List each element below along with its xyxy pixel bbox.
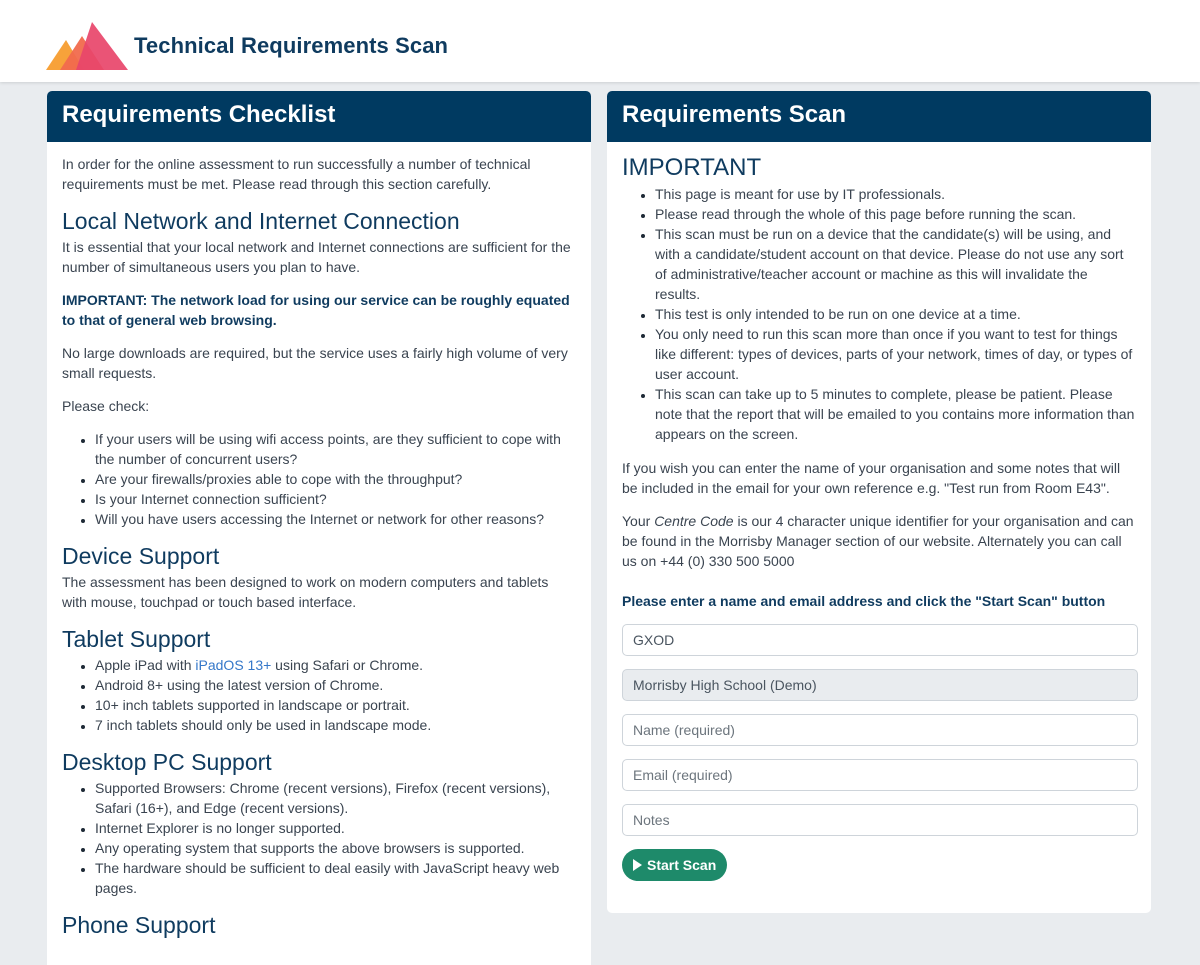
requirements-scan-card <box>607 91 1151 913</box>
phone-support-heading: Phone Support <box>62 912 216 938</box>
list-item: • You only need to run this scan more than once if you want to test for things like different: types of devices, parts of your network, times of day, or types of user account. <box>655 324 1136 384</box>
top-bar <box>0 0 1200 82</box>
centre-code-note: Your Centre Code is our 4 character unique identifier for your organisation and can be found in the Morrisby Manager section of our website. Alternately you can call us on +44 (0) 330 500 5000 <box>622 513 1134 569</box>
network-important: IMPORTANT: The network load for using our service can be roughly equated to that of general web browsing. <box>62 292 570 328</box>
requirements-checklist-card <box>47 91 591 965</box>
start-scan-label: Start Scan <box>647 857 717 873</box>
network-heading: Local Network and Internet Connection <box>62 208 460 234</box>
scan-body <box>607 142 1151 881</box>
list-item: • Is your Internet connection sufficient? <box>95 489 576 509</box>
list-item: • This scan must be run on a device that the candidate(s) will be using, and with a candidate/student account on that device. Please do not use any sort of administrative/teacher account or machine as this will invalidate the results. <box>655 224 1136 304</box>
list-item: • This scan can take up to 5 minutes to complete, please be patient. Please note that the report that will be emailed to you contains more information than appears on the screen. <box>655 384 1136 444</box>
list-item: • Any operating system that supports the above browsers is supported. <box>95 838 576 858</box>
list-item: • Supported Browsers: Chrome (recent versions), Firefox (recent versions), Safari (16+), and Edge (recent versions). <box>95 778 576 818</box>
app-logo <box>46 22 128 70</box>
checklist-body <box>47 142 591 939</box>
tablet-support-list <box>62 655 576 735</box>
organisation-note: If you wish you can enter the name of your organisation and some notes that will be included in the email for your own reference e.g. "Test run from Room E43". <box>622 460 1121 496</box>
checklist-intro: In order for the online assessment to run successfully a number of technical requirements must be met. Please read through this section carefully. <box>62 156 531 192</box>
list-item: • Are your firewalls/proxies able to cope with the throughput? <box>95 469 576 489</box>
list-item: • Will you have users accessing the Internet or network for other reasons? <box>95 509 576 529</box>
list-item: • Internet Explorer is no longer supported. <box>95 818 576 838</box>
device-support-heading: Device Support <box>62 543 220 569</box>
important-list <box>622 184 1136 444</box>
centre-code-input[interactable] <box>622 624 1138 656</box>
list-item: • 7 inch tablets should only be used in landscape mode. <box>95 715 576 735</box>
start-scan-button[interactable] <box>622 849 727 881</box>
important-heading: IMPORTANT <box>622 154 762 181</box>
list-item: • If your users will be using wifi access points, are they sufficient to cope with the number of concurrent users? <box>95 429 576 469</box>
device-support-text: The assessment has been designed to work on modern computers and tablets with mouse, touchpad or touch based interface. <box>62 574 549 610</box>
list-item: • This test is only intended to be run on one device at a time. <box>655 304 1136 324</box>
list-item: • Please read through the whole of this page before running the scan. <box>655 204 1136 224</box>
app-title: Technical Requirements Scan <box>134 33 449 58</box>
list-item: • 10+ inch tablets supported in landscape or portrait. <box>95 695 576 715</box>
tablet-support-heading: Tablet Support <box>62 626 211 652</box>
scan-title: Requirements Scan <box>607 91 1151 142</box>
ipados-link[interactable]: iPadOS 13+ <box>195 657 272 673</box>
desktop-support-list <box>62 778 576 898</box>
organisation-input[interactable] <box>622 669 1138 701</box>
play-icon <box>633 859 642 871</box>
network-checklist <box>62 429 576 529</box>
list-item: • Apple iPad with iPadOS 13+ using Safari or Chrome. <box>95 655 576 675</box>
desktop-support-heading: Desktop PC Support <box>62 749 272 775</box>
email-input[interactable] <box>622 759 1138 791</box>
list-item: • This page is meant for use by IT professionals. <box>655 184 1136 204</box>
checklist-title: Requirements Checklist <box>47 91 591 142</box>
network-paragraph-2: No large downloads are required, but the service uses a fairly high volume of very small requests. <box>62 345 568 381</box>
notes-input[interactable] <box>622 804 1138 836</box>
form-prompt: Please enter a name and email address and click the "Start Scan" button <box>622 593 1106 609</box>
list-item: • Android 8+ using the latest version of Chrome. <box>95 675 576 695</box>
please-check-label: Please check: <box>62 398 150 414</box>
list-item: • The hardware should be sufficient to deal easily with JavaScript heavy web pages. <box>95 858 576 898</box>
network-paragraph: It is essential that your local network and Internet connections are sufficient for the number of simultaneous users you plan to have. <box>62 239 571 275</box>
name-input[interactable] <box>622 714 1138 746</box>
